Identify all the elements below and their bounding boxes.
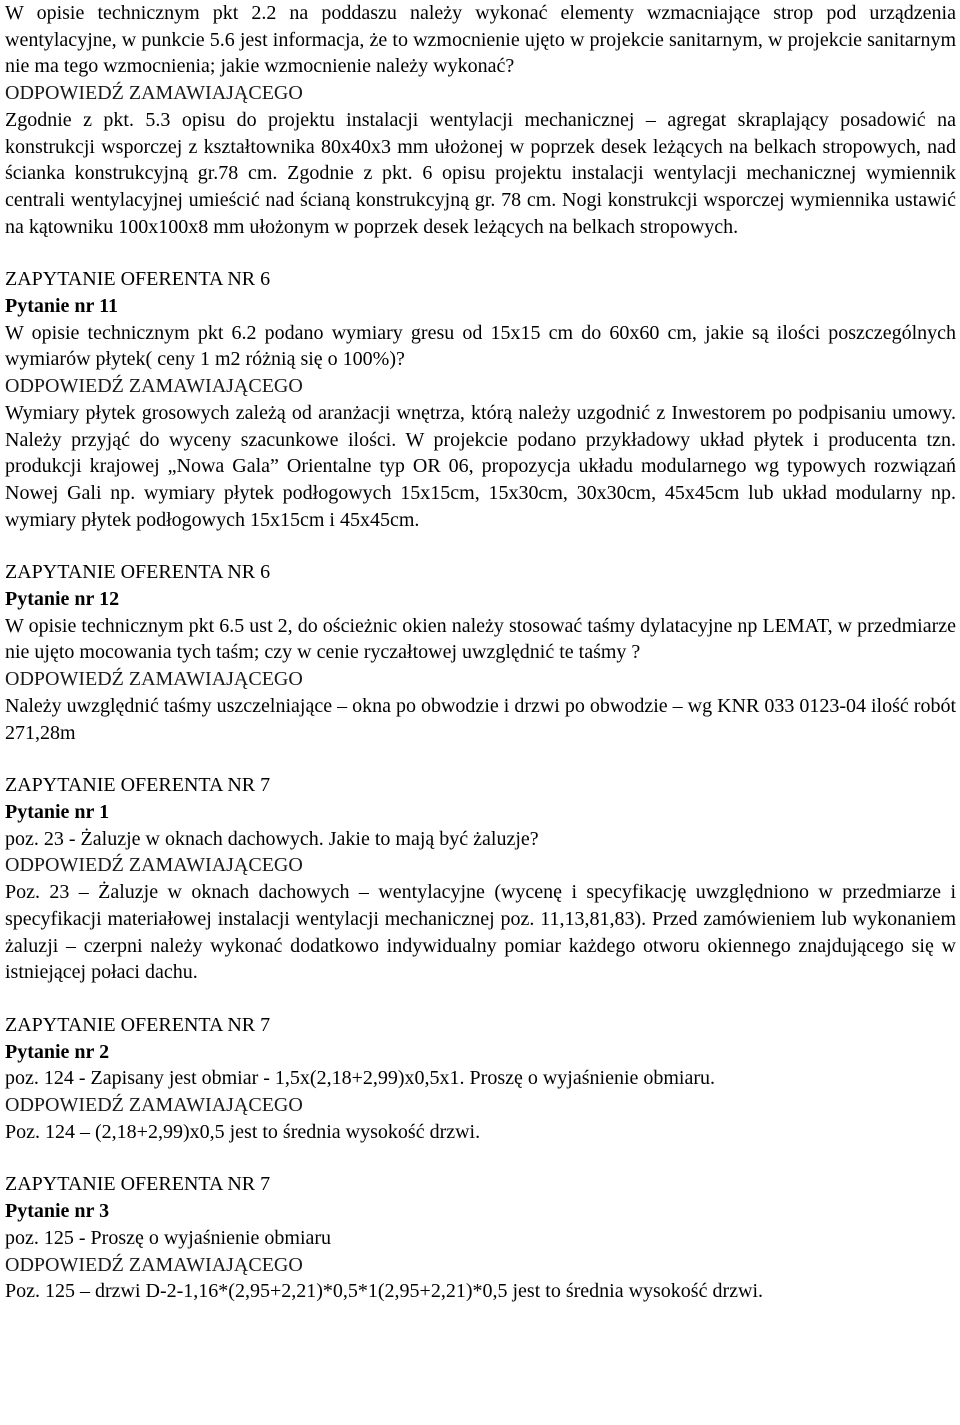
- section-block: [5, 559, 956, 746]
- answer-text: Zgodnie z pkt. 5.3 opisu do projektu instalacji wentylacji mechanicznej – agregat skraplający posadowić na konstrukcji wsporczej z kształtownika 80x40x3 mm ułożonej w poprzek desek leżących na belkach stropowych, nad ścianka konstrukcyjną gr.78 cm. Zgodnie z pkt. 6 opisu projektu instalacji wentylacji mechanicznej wymiennik centrali wentylacyjnej umieścić nad ścianą konstrukcyjną gr. 78 cm. Nogi konstrukcji wsporczej wymiennika ustawić na kątowniku 100x100x8 mm ułożonym w poprzek desek leżących na belkach stropowych.: [5, 108, 956, 238]
- question-number: Pytanie nr 3: [5, 1200, 110, 1223]
- answer-text: Należy uwzględnić taśmy uszczelniające – okna po obwodzie i drzwi po obwodzie – wg KNR 033 0123-04 ilość robót 271,28m: [5, 694, 956, 744]
- section-heading: ZAPYTANIE OFERENTA NR 6: [5, 268, 271, 291]
- question-number: Pytanie nr 12: [5, 588, 120, 611]
- answer-heading: ODPOWIEDŹ ZAMAWIAJĄCEGO: [5, 854, 303, 877]
- answer-heading: ODPOWIEDŹ ZAMAWIAJĄCEGO: [5, 1094, 303, 1117]
- spacer: [5, 986, 956, 1012]
- section-heading: ZAPYTANIE OFERENTA NR 7: [5, 1013, 271, 1036]
- intro-block: [5, 0, 956, 240]
- section-heading: ZAPYTANIE OFERENTA NR 6: [5, 561, 271, 584]
- spacer: [5, 746, 956, 772]
- spacer: [5, 240, 956, 266]
- section-block: [5, 1171, 956, 1305]
- question-text: poz. 124 - Zapisany jest obmiar - 1,5x(2,18+2,99)x0,5x1. Proszę o wyjaśnienie obmiaru.: [5, 1067, 716, 1090]
- section-heading: ZAPYTANIE OFERENTA NR 7: [5, 1173, 271, 1196]
- answer-heading: ODPOWIEDŹ ZAMAWIAJĄCEGO: [5, 1253, 303, 1276]
- question-text: poz. 23 - Żaluzje w oknach dachowych. Jakie to mają być żaluzje?: [5, 827, 539, 850]
- question-number: Pytanie nr 11: [5, 295, 118, 318]
- spacer: [5, 1145, 956, 1171]
- question-text: W opisie technicznym pkt 2.2 na poddaszu należy wykonać elementy wzmacniające strop pod urządzenia wentylacyjne, w punkcie 5.6 jest informacja, że to wzmocnienie ujęto w projekcie sanitarnym, w projekcie sanitarnym nie ma tego wzmocnienia; jakie wzmocnienie należy wykonać?: [5, 2, 956, 78]
- question-text: W opisie technicznym pkt 6.2 podano wymiary gresu od 15x15 cm do 60x60 cm, jakie są ilości poszczególnych wymiarów płytek( ceny 1 m2 różnią się o 100%)?: [5, 321, 956, 371]
- question-number: Pytanie nr 1: [5, 800, 110, 823]
- section-block: [5, 772, 956, 986]
- answer-text: Poz. 23 – Żaluzje w oknach dachowych – wentylacyjne (wycenę i specyfikację uwzględniono w przedmiarze i specyfikacji materiałowej instalacji wentylacji mechanicznej poz. 11,13,81,83). Przed zamówieniem lub wykonaniem żaluzji – czerpni należy wykonać dodatkowo indywidualny pomiar każdego otworu okiennego znajdującego się w istniejącej połaci dachu.: [5, 881, 956, 984]
- question-text: W opisie technicznym pkt 6.5 ust 2, do ościeżnic okien należy stosować taśmy dylatacyjne np LEMAT, w przedmiarze nie ujęto mocowania tych taśm; czy w cenie ryczałtowej uwzględnić te taśmy ?: [5, 614, 956, 664]
- question-number: Pytanie nr 2: [5, 1040, 110, 1063]
- answer-heading: ODPOWIEDŹ ZAMAWIAJĄCEGO: [5, 375, 303, 398]
- answer-text: Poz. 125 – drzwi D-2-1,16*(2,95+2,21)*0,5*1(2,95+2,21)*0,5 jest to średnia wysokość drzwi.: [5, 1280, 764, 1303]
- answer-text: Poz. 124 – (2,18+2,99)x0,5 jest to średnia wysokość drzwi.: [5, 1120, 481, 1143]
- section-heading: ZAPYTANIE OFERENTA NR 7: [5, 774, 271, 797]
- answer-heading: ODPOWIEDŹ ZAMAWIAJĄCEGO: [5, 82, 303, 105]
- answer-heading: ODPOWIEDŹ ZAMAWIAJĄCEGO: [5, 668, 303, 691]
- spacer: [5, 533, 956, 559]
- section-block: [5, 1012, 956, 1146]
- answer-text: Wymiary płytek grosowych zależą od aranżacji wnętrza, którą należy uzgodnić z Inwestorem po podpisaniu umowy. Należy przyjąć do wyceny szacunkowe ilości. W projekcie podano przykładowy układ płytek i producenta tzn. produkcji krajowej „Nowa Gala” Orientalne typ OR 06, propozycja układu modularnego wg typowych rozwiązań Nowej Gali np. wymiary płytek podłogowych 15x15cm, 15x30cm, 30x30cm, 45x45cm lub układ modularny np. wymiary płytek podłogowych 15x15cm i 45x45cm.: [5, 401, 956, 531]
- section-block: [5, 266, 956, 533]
- question-text: poz. 125 - Proszę o wyjaśnienie obmiaru: [5, 1226, 332, 1249]
